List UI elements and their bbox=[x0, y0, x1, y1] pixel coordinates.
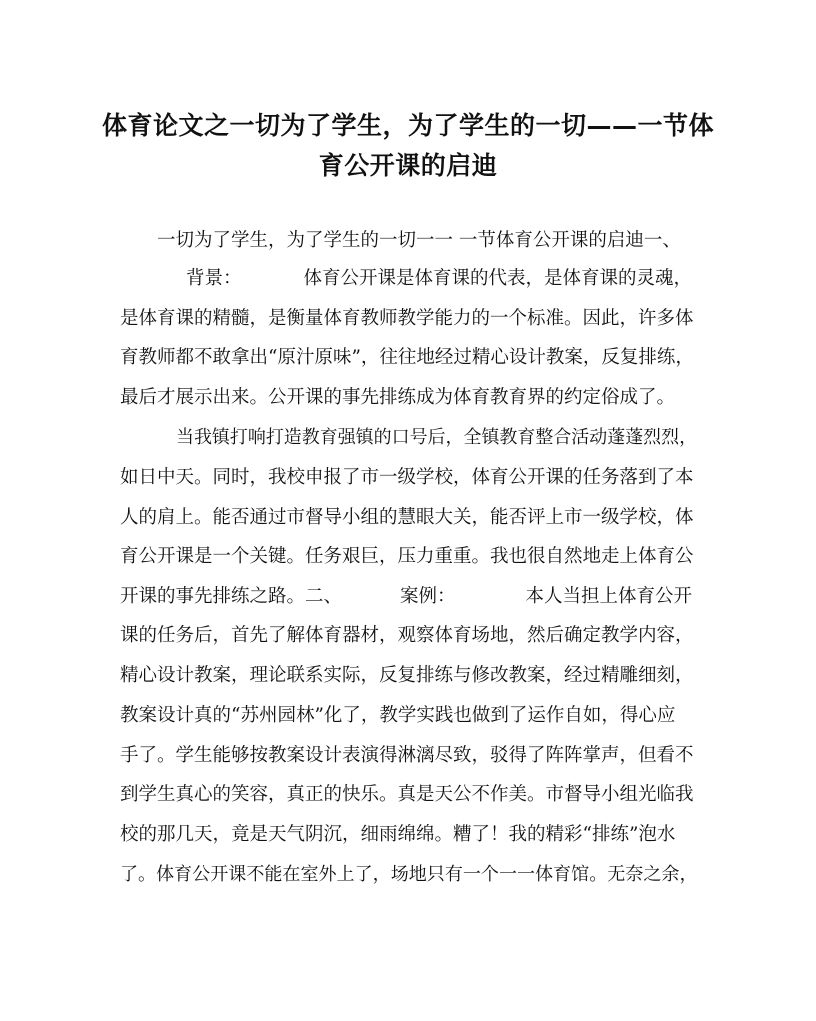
body-text-line: 教案设计真的“苏州园林”化了，教学实践也做到了运作自如，得心应 bbox=[120, 705, 676, 726]
body-text-line: 如日中天。同时，我校申报了市一级学校，体育公开课的任务落到了本 bbox=[120, 467, 694, 488]
body-text-segment: 体育公开课是体育课的代表，是体育课的灵魂， bbox=[303, 268, 693, 289]
body-text-line: 人的肩上。能否通过市督导小组的慧眼大关，能否评上市一级学校，体 bbox=[120, 507, 694, 528]
body-text-line: 一切为了学生，为了学生的一切一一 一节体育公开课的启迪一、 bbox=[157, 230, 681, 251]
body-text-line: 当我镇打响打造教育强镇的口号后，全镇教育整合活动蓬蓬烈烈， bbox=[176, 427, 698, 448]
body-text-line: 育教师都不敢拿出“原汁原味”，往往地经过精心设计教案，反复排练， bbox=[120, 347, 694, 368]
body-text-line: 是体育课的精髓，是衡量体育教师教学能力的一个标准。因此，许多体 bbox=[120, 308, 694, 329]
body-text-line: 了。体育公开课不能在室外上了，场地只有一个一一体育馆。无奈之余， bbox=[120, 864, 698, 885]
section-heading-case: 案例： bbox=[400, 586, 456, 607]
body-text-line: 育公开课是一个关键。任务艰巨，压力重重。我也很自然地走上体育公 bbox=[120, 546, 694, 567]
document-title-line-2: 育公开课的启迪 bbox=[318, 151, 498, 180]
body-text-line: 到学生真心的笑容，真正的快乐。真是天公不作美。市督导小组光临我 bbox=[120, 784, 694, 805]
section-heading-background: 背景： bbox=[186, 268, 242, 289]
body-text-line: 手了。学生能够按教案设计表演得淋漓尽致，驳得了阵阵掌声，但看不 bbox=[120, 745, 694, 766]
body-text-line: 课的任务后，首先了解体育器材，观察体育场地，然后确定教学内容， bbox=[120, 625, 694, 646]
body-text-line: 精心设计教案，理论联系实际，反复排练与修改教案，经过精雕细刻， bbox=[120, 665, 694, 686]
document-title-line-1: 体育论文之一切为了学生，为了学生的一切——一节体 bbox=[101, 111, 714, 140]
body-text-line: 校的那几天，竟是天气阴沉，细雨绵绵。糟了！我的精彩“排练”泡水 bbox=[120, 824, 676, 845]
body-text-line bbox=[120, 585, 692, 609]
body-text-segment: 本人当担上体育公开 bbox=[525, 586, 693, 607]
body-text-line bbox=[186, 267, 692, 291]
body-text-segment: 开课的事先排练之路。二、 bbox=[120, 586, 343, 607]
body-text-line: 最后才展示出来。公开课的事先排练成为体育教育界的约定俗成了。 bbox=[120, 387, 676, 408]
